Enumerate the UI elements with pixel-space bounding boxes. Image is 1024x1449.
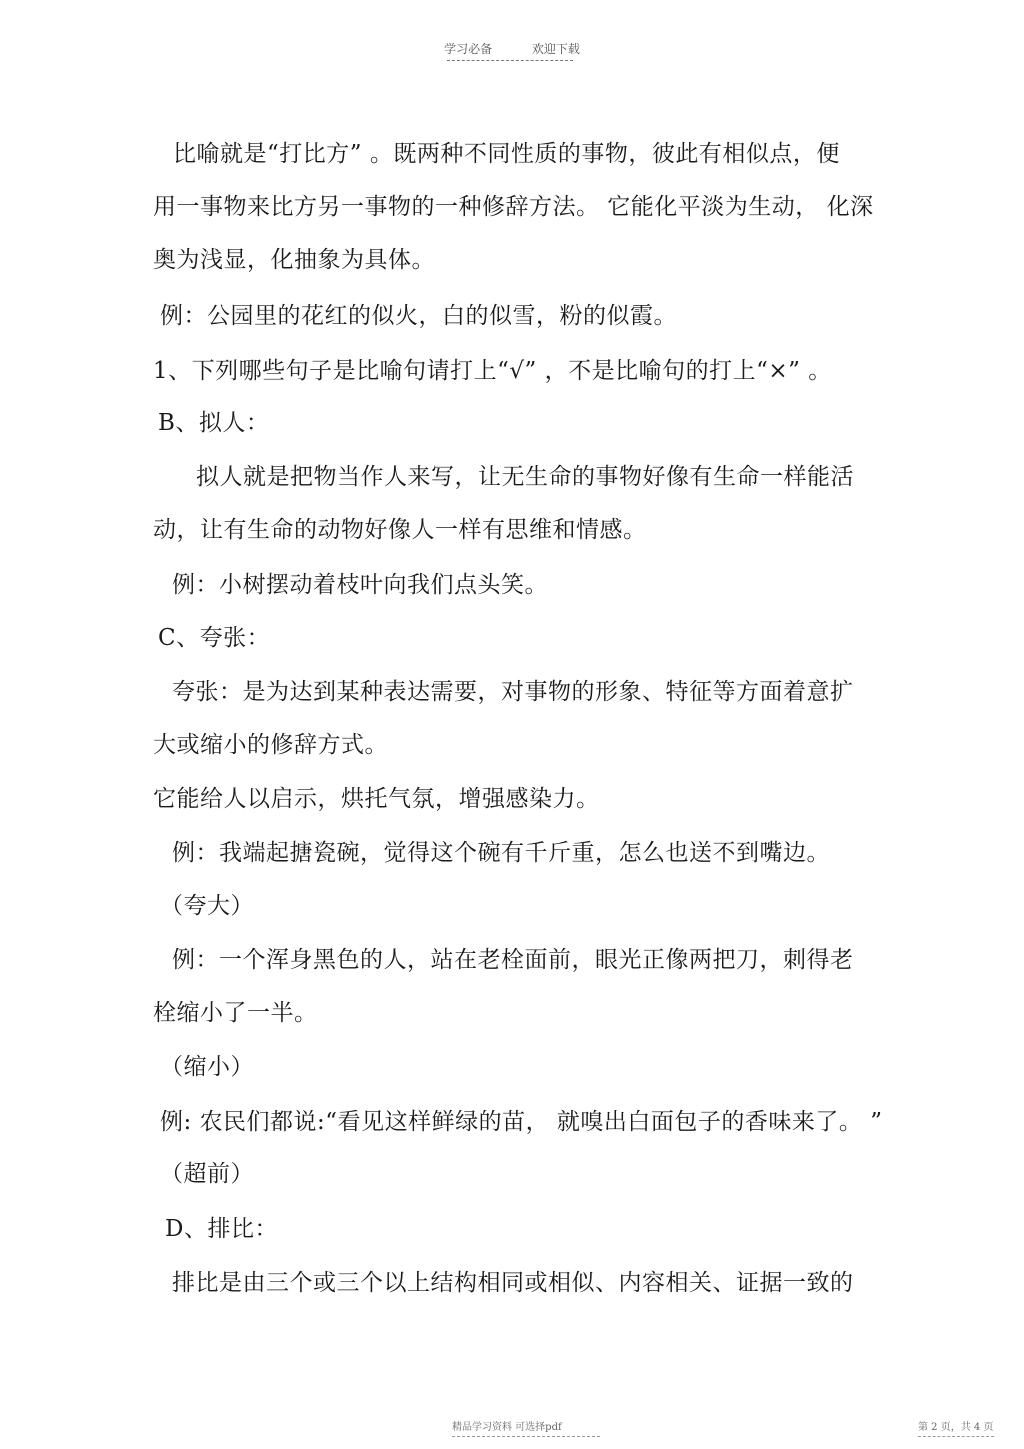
body-line: （超前） — [160, 1161, 254, 1187]
page-header — [0, 40, 1024, 57]
body-line: 例：一个浑身黑色的人，站在老栓面前，眼光正像两把刀，刺得老 — [172, 947, 854, 973]
body-line: 它能给人以启示，烘托气氛，增强感染力。 — [153, 786, 600, 812]
section-heading: C、夸张： — [158, 625, 271, 651]
header-left-text: 学习必备 — [444, 42, 493, 56]
body-line: （夸大） — [160, 893, 254, 919]
body-line: 排比是由三个或三个以上结构相同或相似、内容相关、证据一致的 — [172, 1270, 854, 1296]
body-line: 1、下列哪些句子是比喻句请打上“√” ，不是比喻句的打上“×” 。 — [153, 358, 832, 384]
body-line: 夸张：是为达到某种表达需要，对事物的形象、特征等方面着意扩 — [172, 679, 854, 705]
footer-divider-right — [918, 1436, 994, 1437]
body-line: 动，让有生命的动物好像人一样有思维和情感。 — [153, 517, 647, 543]
section-heading: B、拟人： — [158, 410, 270, 436]
body-line: 栓缩小了一半。 — [153, 1000, 318, 1026]
body-line: 例：公园里的花红的似火，白的似雪，粉的似霞。 — [160, 303, 677, 329]
body-line: （缩小） — [160, 1054, 254, 1080]
body-line: 例：小树摆动着枝叶向我们点头笑。 — [172, 572, 548, 598]
body-line: 比喻就是“打比方” 。既两种不同性质的事物，彼此有相似点，便 — [173, 141, 840, 167]
section-heading: D、排比： — [165, 1216, 278, 1242]
body-line: 例：我端起搪瓷碗，觉得这个碗有千斤重，怎么也送不到嘴边。 — [172, 840, 830, 866]
body-line: 用一事物来比方另一事物的一种修辞方法。 它能化平淡为生动， 化深 — [153, 194, 874, 220]
body-line: 例: 农民们都说:“看见这样鲜绿的苗， 就嗅出白面包子的香味来了。 ” — [160, 1109, 883, 1135]
footer-left-text: 精品学习资料 可选择pdf — [452, 1422, 562, 1433]
header-right-text: 欢迎下载 — [531, 42, 580, 56]
footer-divider-left — [452, 1436, 600, 1437]
header-divider — [447, 60, 573, 61]
body-line: 大或缩小的修辞方式。 — [153, 732, 388, 758]
footer-page-number: 第 2 页，共 4 页 — [918, 1422, 994, 1433]
body-line: 拟人就是把物当作人来写，让无生命的事物好像有生命一样能活 — [196, 464, 854, 490]
body-line: 奥为浅显，化抽象为具体。 — [153, 247, 435, 273]
